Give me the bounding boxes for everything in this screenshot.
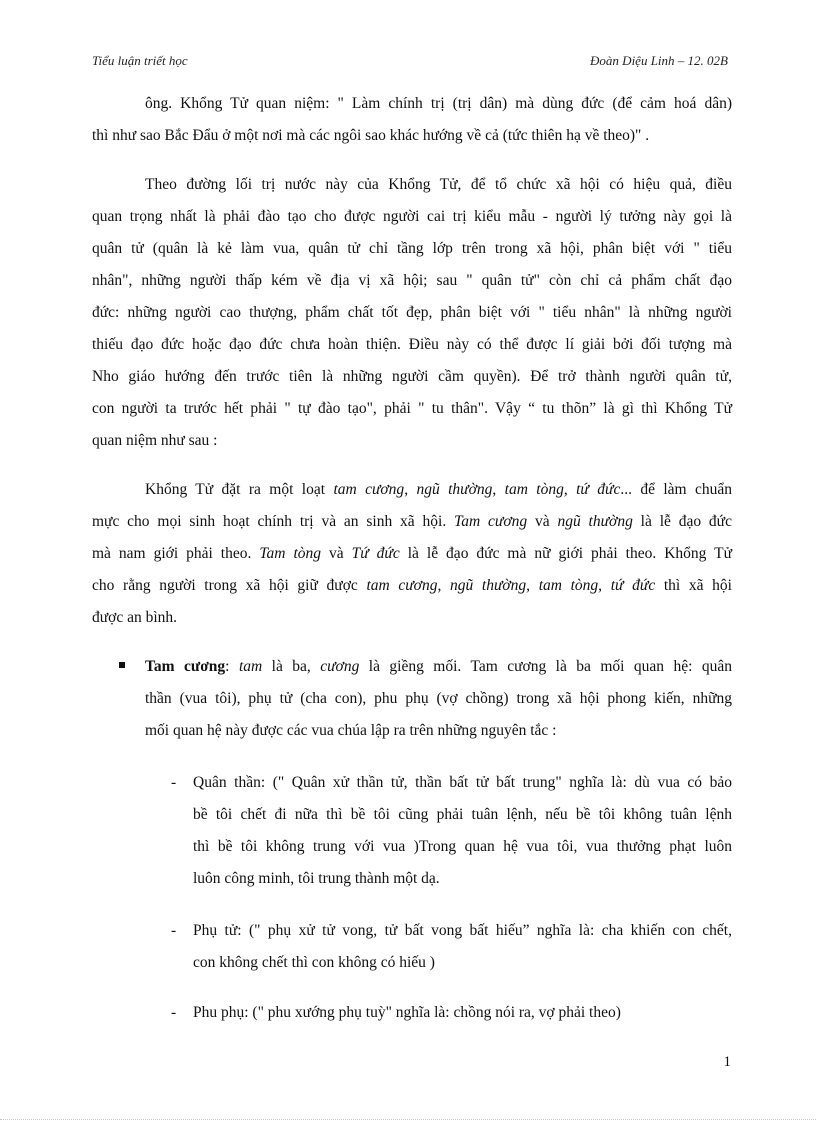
paragraph-2-line-2: quan trọng nhất là phải đào tạo cho được người cai trị kiểu mẫu - người lý tưởng này gọi là: [92, 208, 732, 225]
paragraph-3-line-3: mà nam giới phải theo. Tam tòng và Tứ đức là lễ đạo đức mà nữ giới phải theo. Khổng Tử: [92, 545, 732, 562]
item-quan-than-line-4: luôn công minh, tôi trung thành một dạ.: [193, 870, 440, 887]
header-left-title: Tiểu luận triết học: [92, 53, 188, 68]
bullet-tam-cuong-line-2: thần (vua tôi), phụ tử (cha con), phu phụ (vợ chồng) trong xã hội phong kiến, những: [145, 690, 732, 707]
item-quan-than-line-2: bề tôi chết đi nữa thì bề tôi cũng phải tuân lệnh, nếu bề tôi không tuân lệnh: [193, 806, 732, 823]
item-phu-tu-line-2: con không chết thì con không có hiếu ): [193, 954, 435, 971]
paragraph-3-line-4: cho rằng người trong xã hội giữ được tam cương, ngũ thường, tam tòng, tứ đức thì xã hội: [92, 577, 732, 594]
item-quan-than-line-1: Quân thần: (" Quân xử thần tử, thần bất tử bất trung" nghĩa là: dù vua có bảo: [193, 774, 732, 791]
dash-marker: -: [171, 922, 177, 939]
item-quan-than-line-3: thì bề tôi không trung với vua )Trong quan hệ vua tôi, vua thưởng phạt luôn: [193, 838, 732, 855]
paragraph-3-line-5: được an bình.: [92, 609, 178, 626]
dash-marker: -: [171, 1004, 177, 1021]
bullet-tam-cuong-line-3: mối quan hệ này được các vua chúa lập ra trên những nguyên tắc :: [145, 722, 557, 739]
page-number: 1: [723, 1054, 731, 1070]
paragraph-2-line-3: quân tử (quân là kẻ làm vua, quân tử chỉ tầng lớp trên trong xã hội, phân biệt với " tiểu: [92, 240, 732, 257]
paragraph-1-line-2: thì như sao Bắc Đẩu ở một nơi mà các ngôi sao khác hướng về cả (tức thiên hạ về theo)" .: [92, 127, 650, 144]
square-bullet-icon: [119, 662, 125, 668]
paragraph-3-line-1: Khổng Tử đặt ra một loạt tam cương, ngũ thường, tam tòng, tứ đức... để làm chuẩn: [145, 481, 732, 498]
paragraph-2-line-9: quan niệm như sau :: [92, 432, 218, 449]
header-right-author: Đoàn Diệu Linh – 12. 02B: [590, 53, 728, 68]
paragraph-2-line-8: con người ta trước hết phải " tự đào tạo", phải " tu thân". Vậy “ tu thõn” là gì thì Khổng Tử: [92, 400, 732, 417]
item-phu-phu-line-1: Phu phụ: (" phu xướng phụ tuỳ" nghĩa là: chồng nói ra, vợ phải theo): [193, 1004, 621, 1021]
paragraph-2-line-7: Nho giáo hướng đến trước tiên là những người cầm quyền). Để trở thành người quân tử,: [92, 368, 732, 385]
item-phu-tu-line-1: Phụ tử: (" phụ xử tử vong, tử bất vong bất hiếu” nghĩa là: cha khiến con chết,: [193, 922, 732, 939]
paragraph-2-line-5: đức: những người cao thượng, phẩm chất tốt đẹp, phân biệt với " tiểu nhân" là những người: [92, 304, 732, 321]
paragraph-2-line-1: Theo đường lối trị nước này của Khổng Tử, để tổ chức xã hội có hiệu quả, điều: [145, 176, 732, 193]
bullet-tam-cuong-line-1: Tam cương: tam là ba, cương là giềng mối. Tam cương là ba mối quan hệ: quân: [145, 658, 732, 675]
paragraph-3-line-2: mực cho mọi sinh hoạt chính trị và an sinh xã hội. Tam cương và ngũ thường là lễ đạo đức: [92, 513, 732, 530]
paragraph-1-line-1: ông. Khổng Tử quan niệm: " Làm chính trị (trị dân) mà dùng đức (để cảm hoá dân): [145, 95, 732, 112]
paragraph-2-line-6: thiếu đạo đức hoặc đạo đức chưa hoàn thiện. Điều này có thể được lí giải bởi đối tượng mà: [92, 336, 732, 353]
page-bottom-divider: [0, 1119, 816, 1120]
paragraph-2-line-4: nhân", những người thấp kém về địa vị xã hội; sau " quân tử" còn chỉ cả phẩm chất đạo: [92, 272, 732, 289]
dash-marker: -: [171, 774, 177, 791]
